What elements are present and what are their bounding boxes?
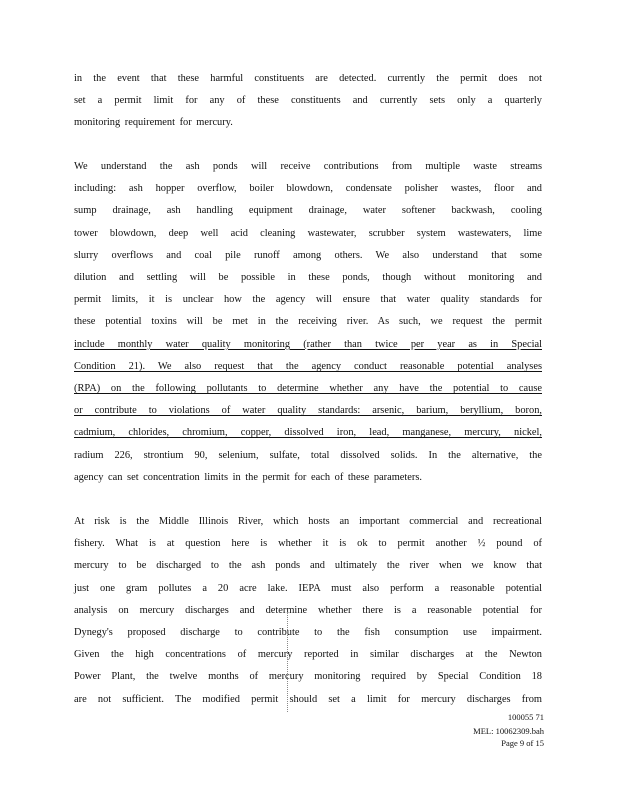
text-line: (RPA) on the following pollutants to determine whether any have the potential to cause [74,383,542,394]
text-line: these potential toxins will be met in the receiving river. As such, we request the permit [74,316,542,328]
text-line: include monthly water quality monitoring (rather than twice per year as in Special [74,338,542,350]
text-line: including: ash hopper overflow, boiler blowdown, condensate polisher wastes, floor and [74,183,542,195]
text-line: just one gram pollutes a 20 acre lake. IEPA must also perform a reasonable potential [74,582,542,594]
text-line: Power Plant, the twelve months of mercury monitoring required by Special Condition 18 [74,671,542,683]
text-line: in the event that these harmful constituents are detected. currently the permit does not [74,73,542,84]
text-line: radium 226, strontium 90, selenium, sulfate, total dissolved solids. In the alternative, the [74,449,542,461]
text-line: mercury to be discharged to the ash ponds and ultimately the river when we know that [74,560,542,572]
text-line: monitoring requirement for mercury. [74,117,233,129]
text-line: analysis on mercury discharges and determine whether there is a reasonable potential for [74,604,542,616]
footer-doc-id: 100055 71 [507,712,544,722]
text-line: cadmium, chlorides, chromium, copper, dissolved iron, lead, manganese, mercury, nickel, [74,427,542,439]
text-line: or contribute to violations of water quality standards: arsenic, barium, beryllium, boron, [74,405,542,417]
text-line: agency can set concentration limits in the permit for each of these parameters. [74,471,422,483]
text-line: At risk is the Middle Illinois River, which hosts an important commercial and recreational [74,516,542,527]
text-line: fishery. What is at question here is whether it is ok to permit another ½ pound of [74,538,542,550]
text-line: are not sufficient. The modified permit should set a limit for mercury discharges from [74,693,542,705]
footer-mel-code: MEL: 10062309.bah [473,726,544,736]
text-line: Condition 21). We also request that the agency conduct reasonable potential analyses [74,360,542,372]
footer-page-number: Page 9 of 15 [501,738,544,748]
text-line: permit limits, it is unclear how the agency will ensure that water quality standards for [74,294,542,306]
text-line: Given the high concentrations of mercury reported in similar discharges at the Newton [74,649,542,661]
change-bar [287,612,289,712]
text-line: slurry overflows and coal pile runoff among others. We also understand that some [74,249,542,261]
text-line: sump drainage, ash handling equipment drainage, water softener backwash, cooling [74,205,542,217]
text-line: Dynegy's proposed discharge to contribute to the fish consumption use impairment. [74,627,542,638]
text-line: We understand the ash ponds will receive contributions from multiple waste streams [74,161,542,172]
text-line: tower blowdown, deep well acid cleaning wastewater, scrubber system wastewaters, lime [74,227,542,239]
text-line: dilution and settling will be possible in these ponds, though without monitoring and [74,272,542,283]
text-line: set a permit limit for any of these constituents and currently sets only a quarterly [74,95,542,107]
